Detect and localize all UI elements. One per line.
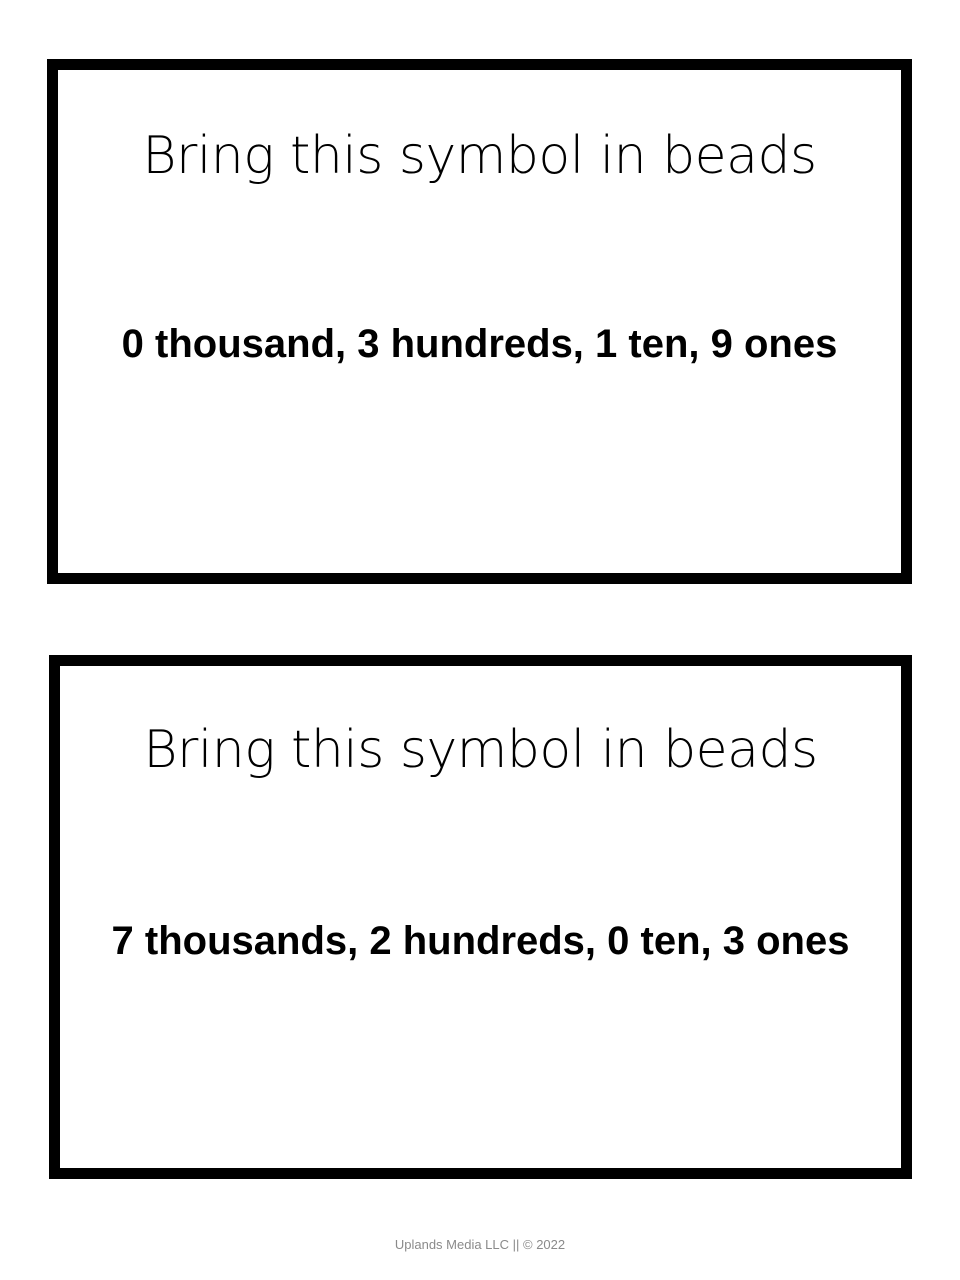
card-heading: Bring this symbol in beads bbox=[142, 126, 817, 186]
card-heading: Bring this symbol in beads bbox=[143, 720, 818, 780]
copyright-footer: Uplands Media LLC || © 2022 bbox=[394, 1237, 566, 1252]
task-card-1 bbox=[47, 59, 912, 584]
card-value: 7 thousands, 2 hundreds, 0 ten, 3 ones bbox=[111, 919, 850, 963]
task-card-2 bbox=[49, 655, 912, 1179]
card-value: 0 thousand, 3 hundreds, 1 ten, 9 ones bbox=[121, 322, 838, 366]
